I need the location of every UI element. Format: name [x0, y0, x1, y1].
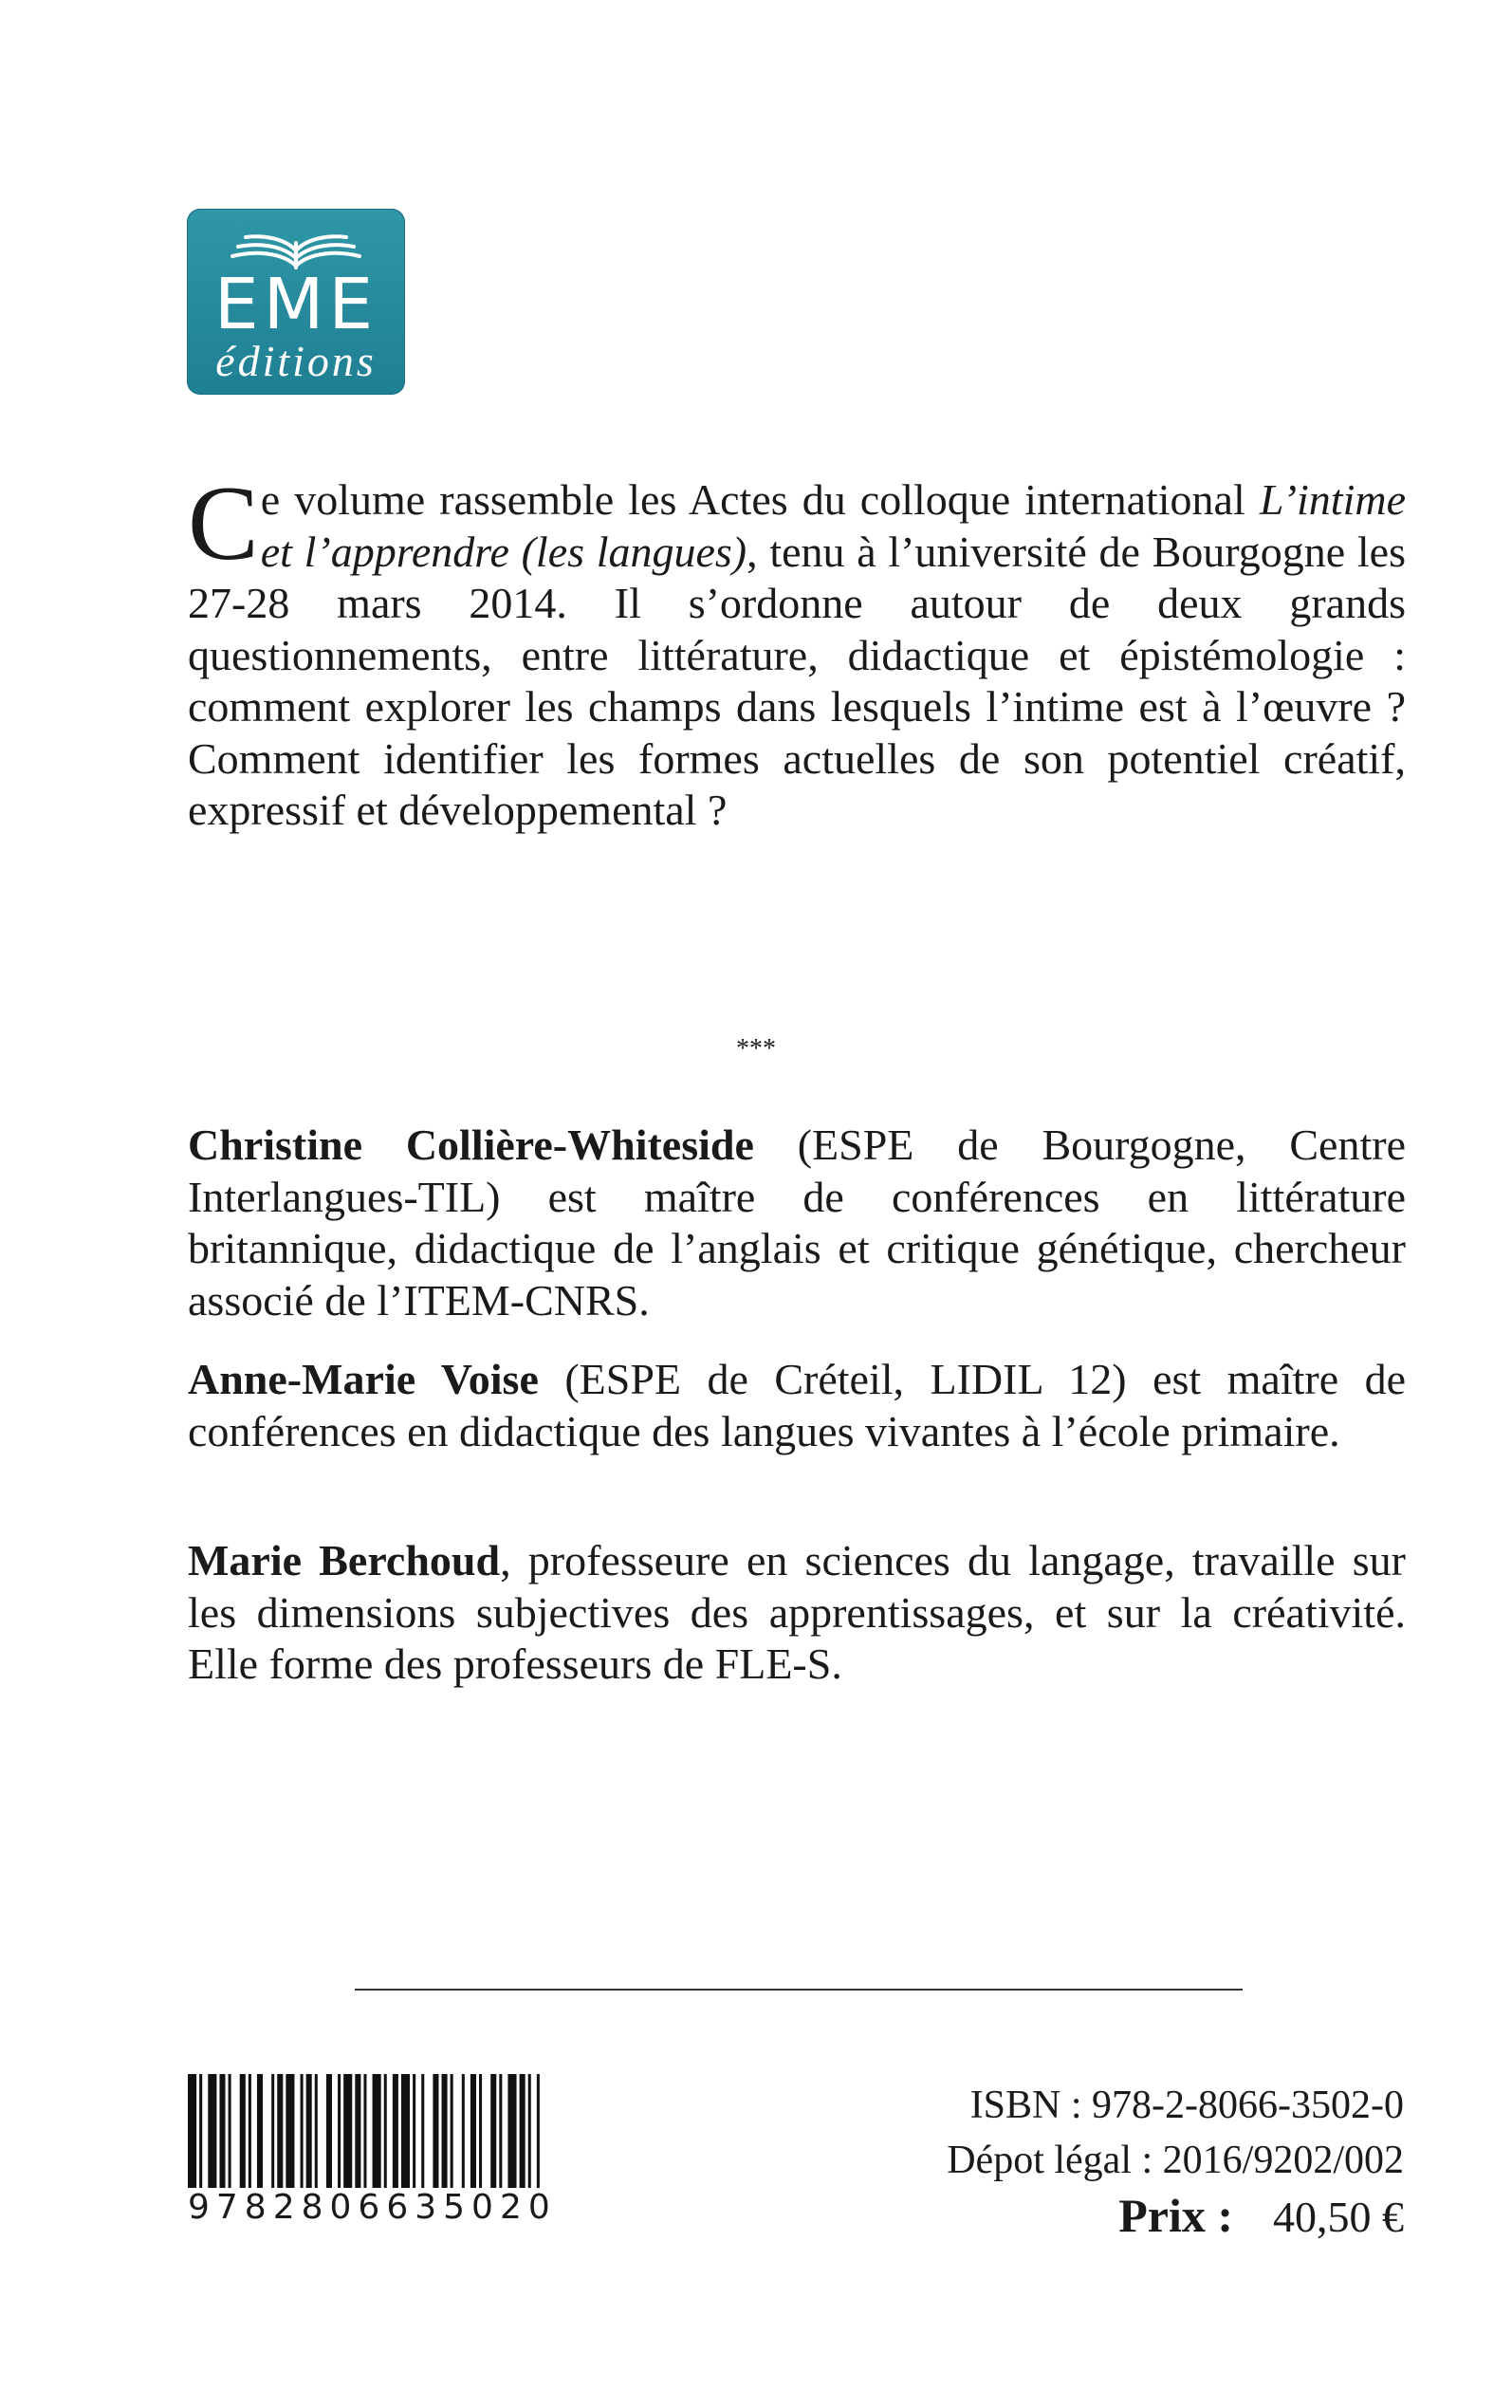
barcode-bar [277, 2074, 283, 2188]
barcode-bar [413, 2074, 415, 2188]
author-name: Marie Berchoud [188, 1536, 501, 1584]
barcode-bar [520, 2074, 526, 2188]
barcode-bar [462, 2074, 465, 2188]
logo-editions-text: éditions [215, 337, 377, 385]
barcode-bar [249, 2074, 251, 2188]
horizontal-divider [355, 1989, 1243, 1991]
barcode-bar [528, 2074, 531, 2188]
author-bio: (ESPE de Créteil, LIDIL 12) est maître de conférences en didactique des langues vivantes à l’école primaire. [188, 1355, 1407, 1455]
isbn-barcode [188, 2074, 548, 2188]
drop-cap: C [188, 465, 259, 583]
intro-paragraph [188, 465, 1406, 837]
bio-voise [188, 1354, 1406, 1457]
barcode-bar [306, 2074, 312, 2188]
barcode-bar [355, 2074, 360, 2188]
barcode-bar [433, 2074, 438, 2188]
barcode-bar [326, 2074, 332, 2188]
author-name: Christine Collière-Whiteside [188, 1121, 754, 1169]
barcode-bar [363, 2074, 366, 2188]
barcode-bar [301, 2074, 304, 2188]
barcode-bar [490, 2074, 496, 2188]
barcode-bar [479, 2074, 482, 2188]
author-bio: (ESPE de Bourgogne, Centre Interlangues-TIL) est maître de conférences en littérature britannique, didactique de l’anglais et critique génétique, chercheur associé de l’ITEM-CNRS. [188, 1121, 1406, 1324]
barcode-bar [393, 2074, 398, 2188]
barcode-bar [229, 2074, 231, 2188]
barcode-bar [384, 2074, 387, 2188]
barcode-bar [188, 2074, 196, 2188]
author-name: Anne-Marie Voise [188, 1355, 539, 1403]
intro-text-1: e volume rassemble les Actes du colloque international [260, 475, 1260, 524]
price-line [947, 2188, 1404, 2247]
section-separator: *** [736, 1034, 776, 1064]
publication-info [947, 2078, 1404, 2247]
barcode-bar [219, 2074, 225, 2188]
barcode-bar [199, 2074, 202, 2188]
barcode-bar [338, 2074, 341, 2188]
barcode-bar [470, 2074, 476, 2188]
bio-berchoud [188, 1535, 1406, 1691]
barcode-bar [499, 2074, 502, 2188]
intro-text-2: , tenu à l’université de Bourgogne les 27-28 mars 2014. Il s’ordonne autour de deux grands questionnements, entre littérature, didactique et épistémologie : comment explorer les champs dans lesquels l’intime est à l’œuvre ? Comment identifier les formes actuelles de son potentiel créatif, expressif et développemental ? [188, 527, 1406, 834]
barcode-bar [343, 2074, 352, 2188]
isbn-line: ISBN : 978-2-8066-3502-0 [969, 2084, 1404, 2127]
barcode-bar [507, 2074, 516, 2188]
colloquium-title: L’intime et l’apprendre (les langues) [260, 475, 1406, 576]
barcode-bar [537, 2074, 540, 2188]
barcode-bar [240, 2074, 246, 2188]
price-label: Prix : [1118, 2189, 1233, 2242]
bio-collier-whiteside [188, 1120, 1406, 1326]
barcode-bar [373, 2074, 381, 2188]
barcode-bar [451, 2074, 453, 2188]
barcode-bar [271, 2074, 274, 2188]
barcode-bar [286, 2074, 294, 2188]
barcode-bar [442, 2074, 448, 2188]
eme-editions-logo [187, 209, 405, 395]
barcode-number: 9782806635020 [188, 2188, 557, 2227]
barcode-bar [421, 2074, 424, 2188]
barcode-bar [257, 2074, 263, 2188]
depot-legal-line: Dépot légal : 2016/9202/002 [947, 2139, 1404, 2182]
barcode-bar [208, 2074, 216, 2188]
price-value: 40,50 € [1273, 2193, 1404, 2241]
author-bio: , professeure en sciences du langage, travaille sur les dimensions subjectives des apprentissages, et sur la créativité. Elle forme des professeurs de FLE-S. [188, 1536, 1406, 1688]
logo-eme-text: EME [213, 264, 378, 345]
barcode-bar [401, 2074, 410, 2188]
barcode-bar [315, 2074, 318, 2188]
